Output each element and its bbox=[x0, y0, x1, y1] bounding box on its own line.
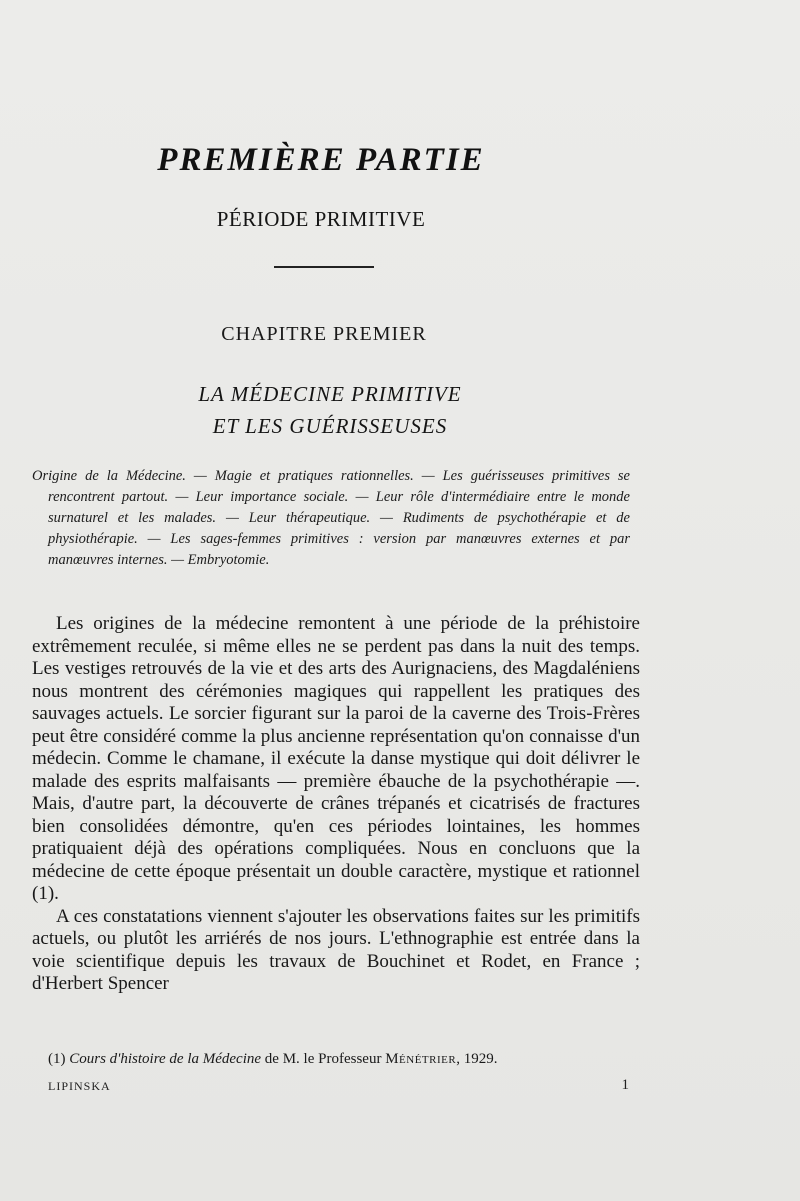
chapter-title bbox=[0, 378, 660, 442]
body-text bbox=[32, 613, 640, 996]
chapter-label: CHAPITRE PREMIER bbox=[221, 323, 427, 345]
chapter-title-line-2: ET LES GUÉRISSEUSES bbox=[212, 414, 448, 438]
footnote-marker: (1) bbox=[48, 1051, 66, 1067]
footer-author: LIPINSKA bbox=[48, 1079, 111, 1093]
part-subtitle: PÉRIODE PRIMITIVE bbox=[216, 207, 426, 231]
page-footer bbox=[48, 1079, 630, 1094]
chapter-summary bbox=[32, 466, 630, 571]
divider-rule bbox=[274, 266, 374, 268]
footnote-author: Ménétrier bbox=[385, 1051, 457, 1067]
footnote-title: Cours d'histoire de la Médecine bbox=[69, 1051, 262, 1067]
page-number: 1 bbox=[621, 1077, 630, 1093]
footnote bbox=[48, 1051, 642, 1068]
part-title: PREMIÈRE PARTIE bbox=[157, 142, 485, 178]
paragraph-2: A ces constatations viennent s'ajouter les observations faites sur les primitifs actuels, ou plutôt les arriérés de nos jours. L'ethnographie est entrée dans la voie scientifique depuis les travaux de Bouchinet et Rodet, en France ; d'Herbert Spencer bbox=[32, 905, 640, 994]
footnote-year: , 1929. bbox=[456, 1051, 498, 1067]
paragraph-1: Les origines de la médecine remontent à une période de la préhistoire extrêmement reculée, si même elles ne se perdent pas dans la nuit des temps. Les vestiges retrouvés de la vie et des arts des Aurignaciens, des Magdaléniens nous montrent des cérémonies magiques qui rappellent les pratiques des sauvages actuels. Le sorcier figurant sur la paroi de la caverne des Trois-Frères peut être considéré comme la plus ancienne représentation qu'on connaisse d'un médecin. Comme le chamane, il exécute la danse mystique qui doit délivrer le malade des esprits malfaisants — première ébauche de la psychothérapie —. Mais, d'autre part, la découverte de crânes trépanés et cicatrisés de fractures bien consolidées démontre, qu'en ces périodes lointaines, les hommes pratiquaient déjà des opérations compliquées. Nous en concluons que la médecine de cette époque présentait un double caractère, mystique et rationnel (1). bbox=[32, 613, 640, 904]
summary-text: Origine de la Médecine. — Magie et pratiques rationnelles. — Les guérisseuses primitives se rencontrent partout. — Leur importance sociale. — Leur rôle d'intermédiaire entre le monde surnaturel et les malades. — Leur thérapeutique. — Rudiments de psychothérapie et de physiothérapie. — Les sages-femmes primitives : version par manœuvres externes et par manœuvres internes. — Embryotomie. bbox=[32, 468, 630, 568]
footnote-middle: de M. le Professeur bbox=[264, 1051, 382, 1067]
chapter-title-line-1: LA MÉDECINE PRIMITIVE bbox=[198, 382, 462, 406]
